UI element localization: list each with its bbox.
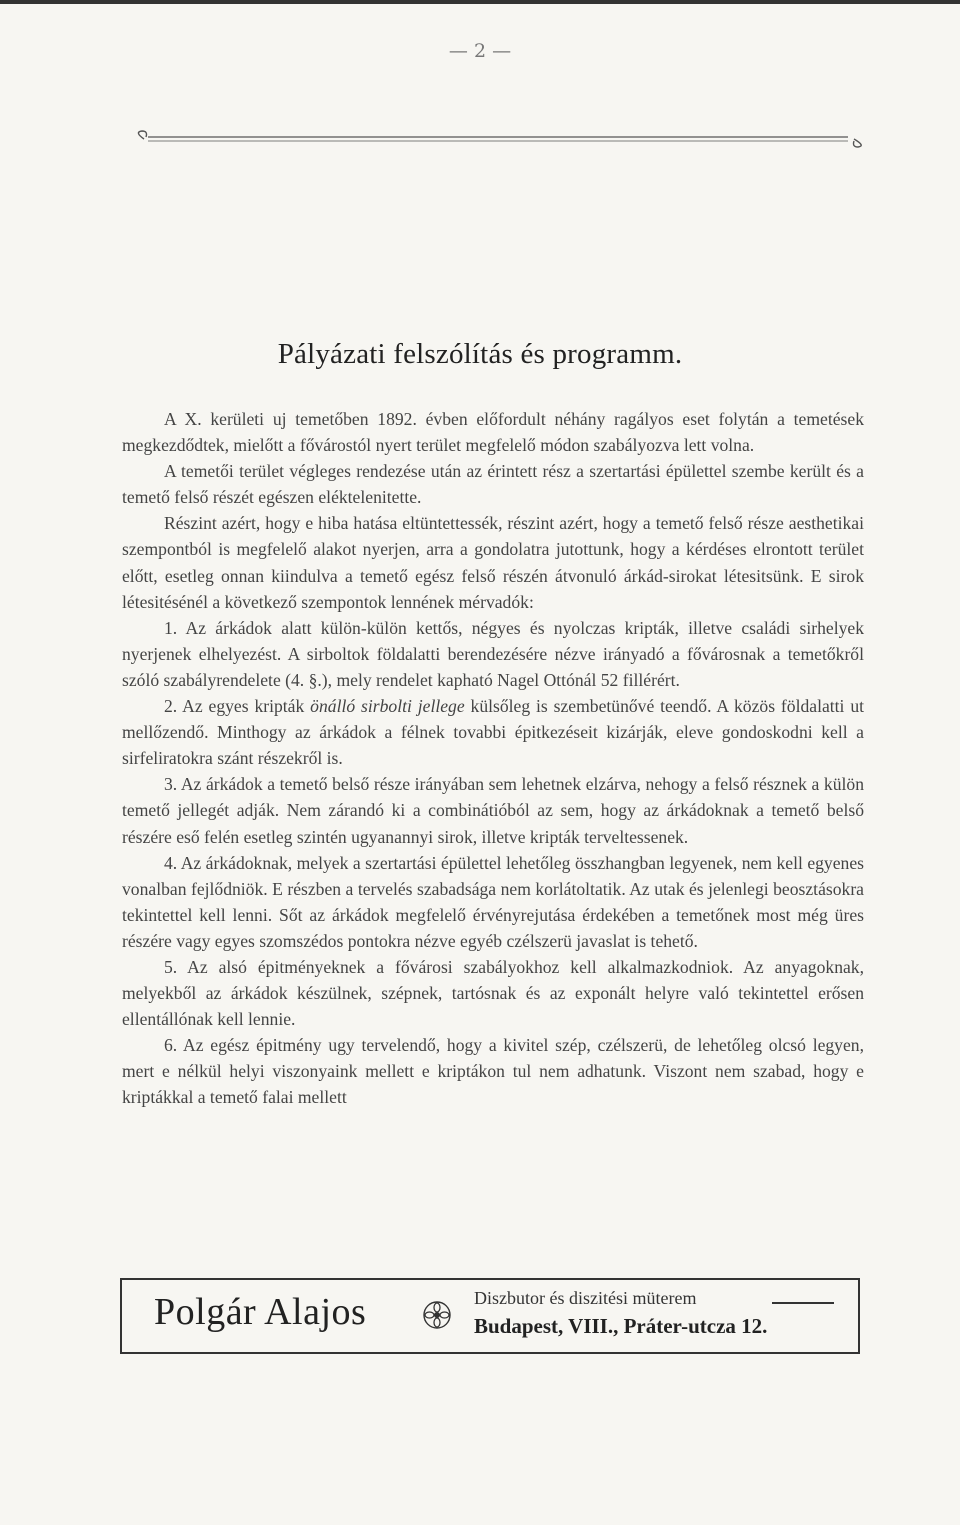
advert-description: Diszbutor és diszitési müterem	[474, 1288, 697, 1308]
paragraph	[122, 693, 864, 771]
flower-ornament-icon	[422, 1300, 452, 1330]
paragraph: A temetői terület végleges rendezése után az érintett rész a szertartási épülettel szembe került és a temető felső részét egészen eléktelenitette.	[122, 461, 864, 508]
paragraph: 4. Az árkádoknak, melyek a szertartási épülettel lehetőleg összhangban legyenek, nem kell egyenes vonalban fejlődniök. E részben a tervelés szabadsága nem korlátoltatik. Az utak és jelenlegi beosztásokra tekintettel kell lenni. Sőt az árkádok megfelelő érvényrejutása érdekében a temetőnek most még üres részére vagy egyes szomszédos pontokra nézve egyéb czélszerü javaslat is tehető.	[122, 852, 864, 951]
advert-address: Budapest, VIII., Práter-utcza 12.	[474, 1314, 768, 1338]
paragraph: 6. Az egész épitmény ugy tervelendő, hogy a kivitel szép, czélszerü, de lehetőleg olcsó legyen, mert e nélkül helyi viszonyaink mellett e kriptákon tul nem adhatunk. Viszont nem szabad, hogy e kriptákkal a temető falai mellett	[122, 1035, 864, 1108]
advertiser-name: Polgár Alajos	[154, 1291, 367, 1333]
paragraph: Részint azért, hogy e hiba hatása eltüntettessék, részint azért, hogy a temető felső része aesthetikai szempontból is megfelelő alakot nyerjen, arra a gondolatra jutottunk, hogy a kérdéses elrontott terület előtt, esetleg onnan kiindulva a temető egész felső részén átvonuló árkád-sirokat létesitsünk. E sirok létesitésénél a következő szempontok lennének mérvadók:	[122, 513, 864, 612]
document-title: Pályázati felszólítás és programm.	[277, 338, 683, 370]
emphasized-text: önálló sirbolti jellege	[310, 696, 465, 717]
paragraph: 3. Az árkádok a temető belső része irányában sem lehetnek elzárva, nehogy a felső résznek a külön temető jellegét adják. Nem zárandó ki a combinátióból az sem, hogy az árkádoknak a temető belső részére eső felén esetleg szintén ugyanannyi sirok, illetve kripták terveltessenek.	[122, 774, 864, 847]
paragraph: A X. kerületi uj temetőben 1892. évben előfordult néhány ragályos eset folytán a temetések megkezdődtek, mielőtt a fővárostól nyert terület megfelelő módon szabályozva lett volna.	[122, 409, 864, 456]
paragraph-text: 2. Az egyes kripták	[164, 696, 311, 717]
advert-rule	[772, 1302, 834, 1304]
body-text	[122, 406, 864, 1111]
paragraph: 5. Az alsó épitményeknek a fővárosi szabályokhoz kell alkalmazkodniok. Az anyagoknak, melyekből az árkádok készülnek, szépnek, tartósnak és az exponált helyre való tekintettel erősen ellentállónak kell lennie.	[122, 956, 864, 1030]
advertisement-box	[120, 1278, 860, 1354]
paragraph-text: külsőleg is szembetünővé teendő. A közös földalatti ut mellőzendő. Minthogy az árkádok a félnek tovabbi épitkezéseit kizárják, eleve gondoskodni kell a sirfeliratokra szánt részekről is.	[122, 696, 864, 769]
ornamental-divider	[130, 128, 870, 150]
paragraph: 1. Az árkádok alatt külön-külön kettős, négyes és nyolczas kripták, illetve családi sirhelyek nyerjenek elhelyezést. A sirboltok földalatti berendezésére nézve irányadó a fővárosnak a temetőkről szóló szabályrendelete (4. §.), mely rendelet kapható Nagel Ottónál 52 fillérért.	[122, 617, 864, 690]
page-number: — 2 —	[448, 40, 512, 62]
top-border	[0, 0, 960, 4]
